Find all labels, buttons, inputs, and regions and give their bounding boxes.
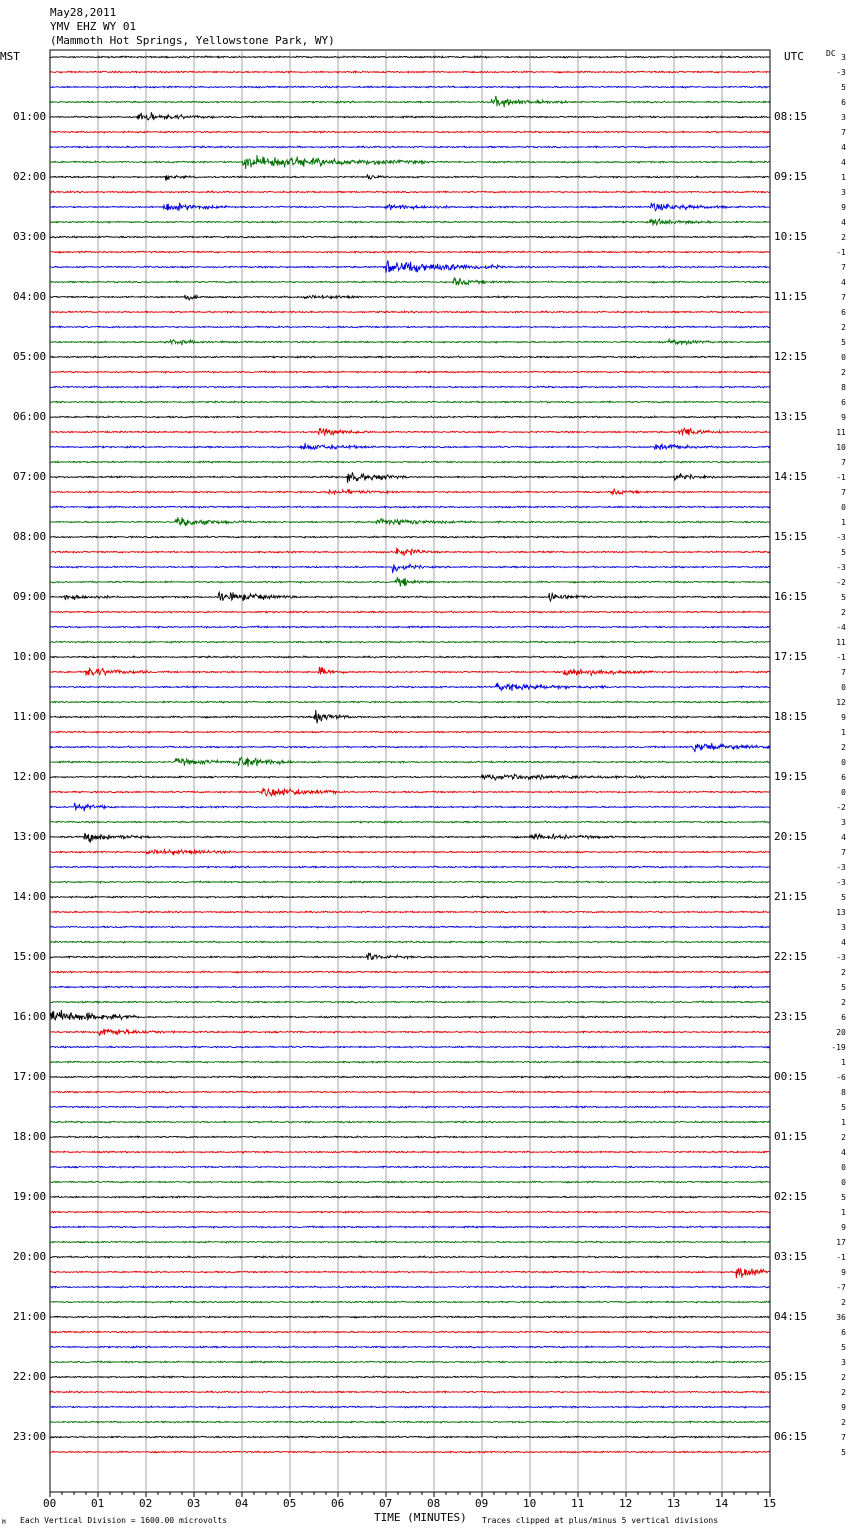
dc-offset-value: 6 [841, 98, 846, 107]
trace-line [50, 174, 769, 180]
trace-line [50, 371, 769, 373]
dc-offset-value: 2 [841, 323, 846, 332]
utc-hour-label: 03:15 [774, 1250, 808, 1263]
mst-hour-label: 23:00 [13, 1430, 47, 1443]
trace-line [50, 1091, 769, 1093]
utc-hour-label: 21:15 [774, 890, 808, 903]
utc-hour-label: 06:15 [774, 1430, 808, 1443]
trace-line [50, 278, 769, 285]
dc-offset-value: 11 [836, 638, 846, 647]
utc-hour-label: 12:15 [774, 350, 808, 363]
mst-hour-label: 08:00 [13, 530, 47, 543]
mst-hour-label: 06:00 [13, 410, 47, 423]
trace-line [50, 821, 769, 823]
mst-hour-label: 14:00 [13, 890, 47, 903]
x-tick-label: 13 [667, 1497, 681, 1510]
trace-line [50, 850, 769, 856]
dc-offset-value: -1 [836, 1253, 846, 1262]
mst-hour-label: 16:00 [13, 1010, 47, 1023]
dc-offset-value: 17 [836, 1238, 846, 1247]
utc-hour-label: 00:15 [774, 1070, 808, 1083]
trace-line [50, 1346, 769, 1348]
x-tick-label: 05 [283, 1497, 297, 1510]
trace-line [50, 203, 769, 211]
trace-line [50, 986, 769, 988]
x-tick-label: 07 [379, 1497, 393, 1510]
trace-line [50, 1376, 769, 1378]
trace-line [50, 1391, 769, 1393]
trace-line [50, 611, 769, 613]
trace-line [50, 548, 769, 556]
dc-offset-value: 0 [841, 353, 846, 362]
dc-offset-value: 7 [841, 128, 846, 137]
trace-line [50, 1268, 769, 1278]
trace-line [50, 219, 769, 226]
trace-line [50, 1316, 769, 1318]
mst-hour-label: 22:00 [13, 1370, 47, 1383]
dc-offset-value: 5 [841, 548, 846, 557]
mst-hour-label: 09:00 [13, 590, 47, 603]
mst-hour-label: 07:00 [13, 470, 47, 483]
mst-hour-label: 19:00 [13, 1190, 47, 1203]
trace-line [50, 896, 769, 898]
dc-label: DC [826, 49, 836, 58]
utc-hour-label: 08:15 [774, 110, 808, 123]
dc-offset-value: -6 [836, 1073, 846, 1082]
trace-line [50, 577, 769, 587]
dc-offset-value: 1 [841, 728, 846, 737]
trace-line [50, 1256, 769, 1258]
dc-offset-value: -1 [836, 653, 846, 662]
dc-offset-value: 5 [841, 1193, 846, 1202]
x-tick-label: 04 [235, 1497, 249, 1510]
utc-hour-label: 17:15 [774, 650, 808, 663]
dc-offset-value: 7 [841, 848, 846, 857]
dc-offset-value: 5 [841, 1448, 846, 1457]
dc-offset-value: 1 [841, 1118, 846, 1127]
utc-hour-label: 13:15 [774, 410, 808, 423]
mst-hour-label: 04:00 [13, 290, 47, 303]
utc-hour-label: 23:15 [774, 1010, 808, 1023]
dc-offset-value: 9 [841, 203, 846, 212]
trace-line [50, 941, 769, 943]
dc-offset-value: -4 [836, 623, 846, 632]
dc-offset-value: -7 [836, 1283, 846, 1292]
utc-hour-label: 15:15 [774, 530, 808, 543]
dc-offset-value: 9 [841, 713, 846, 722]
footer-scale-note: Each Vertical Division = 1600.00 microvolts [20, 1516, 228, 1525]
trace-line [50, 626, 769, 628]
trace-line [50, 155, 769, 169]
trace-line [50, 757, 769, 766]
trace-line [50, 683, 769, 691]
dc-offset-value: 0 [841, 503, 846, 512]
dc-offset-value: 6 [841, 1328, 846, 1337]
dc-offset-value: 13 [836, 908, 846, 917]
trace-line [50, 146, 769, 148]
dc-offset-value: 7 [841, 458, 846, 467]
trace-line [50, 1106, 769, 1108]
dc-offset-value: -19 [831, 1043, 846, 1052]
trace-line [50, 656, 769, 658]
dc-offset-value: 2 [841, 368, 846, 377]
trace-line [50, 472, 769, 482]
trace-line [50, 1286, 769, 1288]
dc-offset-value: 9 [841, 1223, 846, 1232]
dc-offset-value: 4 [841, 1148, 846, 1157]
dc-offset-value: 9 [841, 413, 846, 422]
dc-offset-value: 11 [836, 428, 846, 437]
dc-offset-value: 3 [841, 923, 846, 932]
mst-hour-label: 18:00 [13, 1130, 47, 1143]
dc-offset-value: 7 [841, 1433, 846, 1442]
dc-offset-value: -3 [836, 533, 846, 542]
trace-line [50, 1406, 769, 1408]
dc-offset-value: 2 [841, 608, 846, 617]
dc-offset-value: 2 [841, 1388, 846, 1397]
trace-line [50, 1001, 769, 1003]
mst-hour-label: 20:00 [13, 1250, 47, 1263]
trace-line [50, 1061, 769, 1063]
utc-hour-label: 01:15 [774, 1130, 808, 1143]
dc-offset-value: 7 [841, 668, 846, 677]
mst-hour-label: 12:00 [13, 770, 47, 783]
dc-offset-value: 5 [841, 83, 846, 92]
dc-offset-value: 4 [841, 938, 846, 947]
dc-offset-value: 3 [841, 818, 846, 827]
dc-offset-value: 5 [841, 983, 846, 992]
dc-offset-value: 10 [836, 443, 846, 452]
mst-hour-label: 11:00 [13, 710, 47, 723]
trace-line [50, 326, 769, 328]
trace-line [50, 743, 769, 752]
trace-line [50, 1241, 769, 1243]
mst-hour-label: 05:00 [13, 350, 47, 363]
dc-offset-value: 0 [841, 758, 846, 767]
dc-offset-value: 2 [841, 1298, 846, 1307]
trace-line [50, 667, 769, 676]
trace-line [50, 710, 769, 723]
dc-offset-value: 0 [841, 788, 846, 797]
trace-line [50, 96, 769, 107]
x-tick-label: 09 [475, 1497, 489, 1510]
trace-line [50, 731, 769, 733]
trace-line [50, 506, 769, 508]
utc-hour-label: 02:15 [774, 1190, 808, 1203]
dc-offset-value: 1 [841, 518, 846, 527]
dc-offset-value: 4 [841, 218, 846, 227]
trace-line [50, 386, 769, 388]
trace-line [50, 339, 769, 345]
utc-hour-label: 11:15 [774, 290, 808, 303]
dc-offset-value: -3 [836, 68, 846, 77]
dc-offset-value: 2 [841, 1418, 846, 1427]
corner-mark: M [2, 1519, 6, 1526]
dc-offset-value: 6 [841, 773, 846, 782]
trace-line [50, 1181, 769, 1183]
mst-hour-label: 15:00 [13, 950, 47, 963]
dc-offset-value: 6 [841, 308, 846, 317]
x-tick-label: 06 [331, 1497, 345, 1510]
x-tick-label: 08 [427, 1497, 441, 1510]
station-title: YMV EHZ WY 01 [50, 20, 137, 33]
dc-offset-value: 3 [841, 113, 846, 122]
trace-line [50, 401, 769, 403]
dc-offset-value: -3 [836, 563, 846, 572]
trace-line [50, 775, 769, 781]
dc-offset-value: -2 [836, 803, 846, 812]
trace-line [50, 1010, 769, 1021]
trace-line [50, 295, 769, 300]
location-title: (Mammoth Hot Springs, Yellowstone Park, WY) [50, 34, 335, 47]
trace-line [50, 803, 769, 812]
dc-offset-value: 7 [841, 293, 846, 302]
trace-line [50, 1046, 769, 1048]
x-tick-label: 02 [139, 1497, 153, 1510]
utc-hour-label: 20:15 [774, 830, 808, 843]
trace-line [50, 866, 769, 868]
utc-hour-label: 14:15 [774, 470, 808, 483]
dc-offset-value: 1 [841, 173, 846, 182]
dc-offset-value: -1 [836, 248, 846, 257]
dc-offset-value: 5 [841, 338, 846, 347]
dc-offset-value: 1 [841, 1208, 846, 1217]
trace-line [50, 641, 769, 643]
dc-offset-value: 36 [836, 1313, 846, 1322]
dc-offset-value: -2 [836, 578, 846, 587]
dc-offset-value: 7 [841, 488, 846, 497]
dc-offset-value: 5 [841, 1103, 846, 1112]
mst-hour-label: 03:00 [13, 230, 47, 243]
dc-offset-value: 5 [841, 593, 846, 602]
utc-label: UTC [784, 50, 804, 63]
utc-hour-label: 19:15 [774, 770, 808, 783]
x-tick-label: 11 [571, 1497, 585, 1510]
dc-offset-value: 0 [841, 1178, 846, 1187]
trace-line [50, 1436, 769, 1438]
dc-offset-value: 9 [841, 1268, 846, 1277]
trace-line [50, 971, 769, 973]
trace-line [50, 592, 769, 601]
trace-line [50, 1361, 769, 1363]
trace-line [50, 1029, 769, 1036]
utc-hour-label: 10:15 [774, 230, 808, 243]
utc-hour-label: 05:15 [774, 1370, 808, 1383]
trace-line [50, 56, 769, 58]
trace-line [50, 131, 769, 133]
mst-hour-label: 10:00 [13, 650, 47, 663]
x-tick-label: 14 [715, 1497, 729, 1510]
dc-offset-value: 4 [841, 143, 846, 152]
utc-hour-label: 04:15 [774, 1310, 808, 1323]
trace-line [50, 517, 769, 526]
dc-offset-value: 3 [841, 53, 846, 62]
dc-offset-value: 7 [841, 263, 846, 272]
trace-line [50, 311, 769, 313]
dc-offset-value: 2 [841, 233, 846, 242]
utc-hour-label: 16:15 [774, 590, 808, 603]
trace-line [50, 356, 769, 358]
trace-line [50, 1301, 769, 1303]
utc-hour-label: 22:15 [774, 950, 808, 963]
trace-line [50, 112, 769, 120]
trace-line [50, 1226, 769, 1228]
date-title: May28,2011 [50, 6, 117, 19]
dc-offset-value: 8 [841, 383, 846, 392]
trace-line [50, 926, 769, 928]
trace-line [50, 1136, 769, 1138]
trace-line [50, 191, 769, 193]
x-tick-label: 12 [619, 1497, 633, 1510]
trace-line [50, 701, 769, 703]
x-tick-label: 03 [187, 1497, 201, 1510]
trace-line [50, 881, 769, 883]
dc-offset-value: 2 [841, 1373, 846, 1382]
trace-line [50, 834, 769, 843]
dc-offset-value: 12 [836, 698, 846, 707]
mst-label: MST [0, 50, 20, 63]
dc-offset-value: -3 [836, 878, 846, 887]
x-tick-label: 00 [43, 1497, 57, 1510]
dc-offset-value: 20 [836, 1028, 846, 1037]
dc-offset-value: 6 [841, 398, 846, 407]
dc-offset-value: -3 [836, 953, 846, 962]
trace-line [50, 251, 769, 253]
dc-offset-value: 9 [841, 1403, 846, 1412]
trace-line [50, 1196, 769, 1198]
utc-hour-label: 09:15 [774, 170, 808, 183]
dc-offset-value: 2 [841, 1133, 846, 1142]
dc-offset-value: 1 [841, 1058, 846, 1067]
dc-offset-value: 0 [841, 683, 846, 692]
dc-offset-value: 8 [841, 1088, 846, 1097]
dc-offset-value: 3 [841, 1358, 846, 1367]
dc-offset-value: 5 [841, 893, 846, 902]
mst-hour-label: 02:00 [13, 170, 47, 183]
x-tick-label: 10 [523, 1497, 537, 1510]
trace-line [50, 953, 769, 960]
trace-line [50, 1421, 769, 1423]
x-tick-label: 01 [91, 1497, 105, 1510]
dc-offset-value: 5 [841, 1343, 846, 1352]
trace-line [50, 1211, 769, 1213]
utc-hour-label: 18:15 [774, 710, 808, 723]
dc-offset-value: -3 [836, 863, 846, 872]
trace-line [50, 428, 769, 435]
dc-offset-value: 6 [841, 1013, 846, 1022]
trace-line [50, 236, 769, 238]
trace-line [50, 1451, 769, 1453]
mst-hour-label: 17:00 [13, 1070, 47, 1083]
dc-offset-value: 2 [841, 743, 846, 752]
trace-line [50, 416, 769, 418]
mst-hour-label: 01:00 [13, 110, 47, 123]
trace-line [50, 489, 769, 495]
dc-offset-value: 4 [841, 833, 846, 842]
trace-line [50, 1121, 769, 1123]
trace-line [50, 1166, 769, 1168]
trace-line [50, 789, 769, 797]
trace-line [50, 461, 769, 463]
trace-line [50, 1151, 769, 1153]
trace-line [50, 261, 769, 274]
dc-offset-value: 2 [841, 968, 846, 977]
trace-line [50, 536, 769, 538]
footer-clip-note: Traces clipped at plus/minus 5 vertical divisions [482, 1516, 719, 1525]
x-axis-label: TIME (MINUTES) [374, 1511, 467, 1524]
trace-line [50, 443, 769, 450]
dc-offset-value: 4 [841, 158, 846, 167]
dc-offset-value: 2 [841, 998, 846, 1007]
x-tick-label: 15 [763, 1497, 777, 1510]
trace-line [50, 86, 769, 88]
dc-offset-value: 0 [841, 1163, 846, 1172]
dc-offset-value: 4 [841, 278, 846, 287]
trace-line [50, 1076, 769, 1078]
trace-line [50, 564, 769, 572]
trace-line [50, 1331, 769, 1333]
dc-offset-value: -1 [836, 473, 846, 482]
mst-hour-label: 13:00 [13, 830, 47, 843]
dc-offset-value: 3 [841, 188, 846, 197]
trace-line [50, 911, 769, 913]
mst-hour-label: 21:00 [13, 1310, 47, 1323]
trace-line [50, 71, 769, 73]
